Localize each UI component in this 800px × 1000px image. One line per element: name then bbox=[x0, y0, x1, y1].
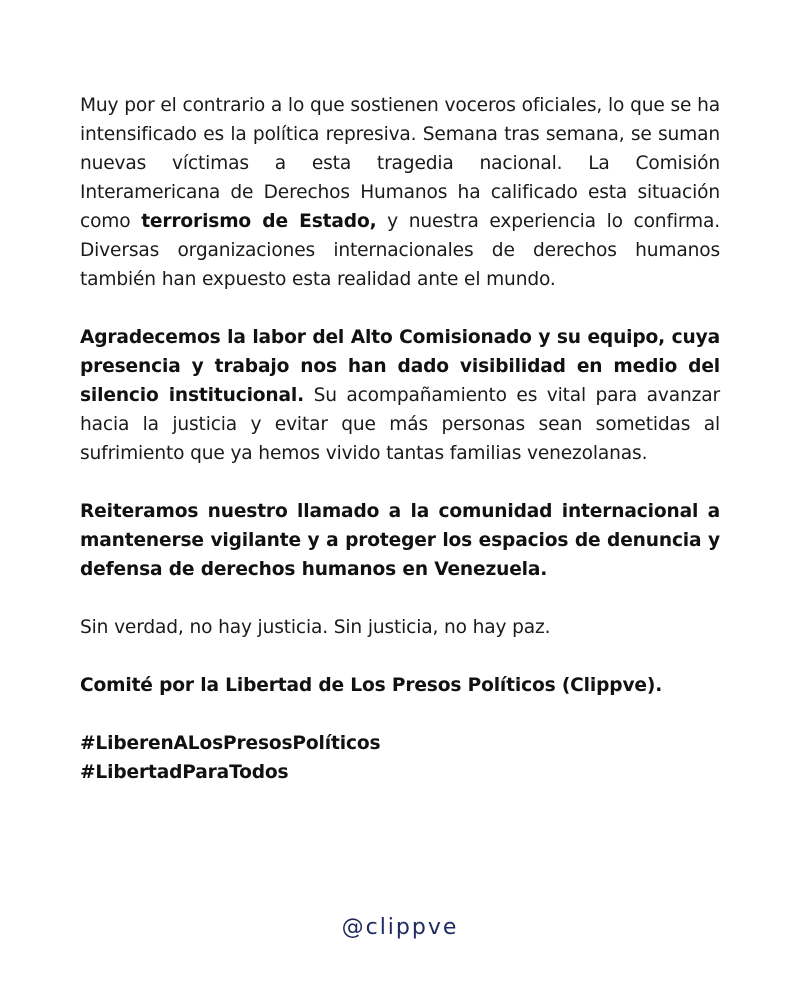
hashtag-text: #LibertadParaTodos bbox=[80, 762, 289, 783]
hashtag bbox=[80, 729, 720, 758]
hashtags bbox=[80, 729, 720, 787]
paragraph-call bbox=[80, 497, 720, 584]
social-handle: @clippve bbox=[341, 915, 459, 940]
hashtag bbox=[80, 758, 720, 787]
signature bbox=[80, 671, 720, 700]
paragraph-gratitude bbox=[80, 323, 720, 468]
paragraph-call-bold: Reiteramos nuestro llamado a la comunidad internacional a mantenerse vigilante y a proteger los espacios de denuncia y defensa de derechos humanos en Venezuela. bbox=[80, 501, 720, 580]
statement-body bbox=[80, 91, 720, 787]
hashtag-text: #LiberenALosPresosPolíticos bbox=[80, 733, 381, 754]
paragraph-repression bbox=[80, 91, 720, 294]
signature-text: Comité por la Libertad de Los Presos Políticos (Clippve). bbox=[80, 675, 663, 696]
paragraph-gratitude-text: Su acompañamiento es vital para avanzar hacia la justicia y evitar que más personas sean sometidas al sufrimiento que ya hemos vivido tantas familias venezolanas. bbox=[80, 385, 720, 464]
paragraph-repression-bold: terrorismo de Estado, bbox=[141, 211, 377, 232]
closing-line: Sin verdad, no hay justicia. Sin justicia, no hay paz. bbox=[80, 617, 551, 638]
paragraph-gratitude-bold: Agradecemos la labor del Alto Comisionado y su equipo, cuya presencia y trabajo nos han dado visibilidad en medio del silencio institucional. bbox=[80, 327, 720, 406]
paragraph-repression-text-end: y nuestra experiencia lo confirma. Diversas organizaciones internacionales de derechos humanos también han expuesto esta realidad ante el mundo. bbox=[80, 211, 720, 290]
paragraph-repression-text: Muy por el contrario a lo que sostienen voceros oficiales, lo que se ha intensificado es la política represiva. Semana tras semana, se suman nuevas víctimas a esta tragedia nacional. La Comisión Interamericana de Derechos Humanos ha calificado esta situación como bbox=[80, 95, 720, 232]
